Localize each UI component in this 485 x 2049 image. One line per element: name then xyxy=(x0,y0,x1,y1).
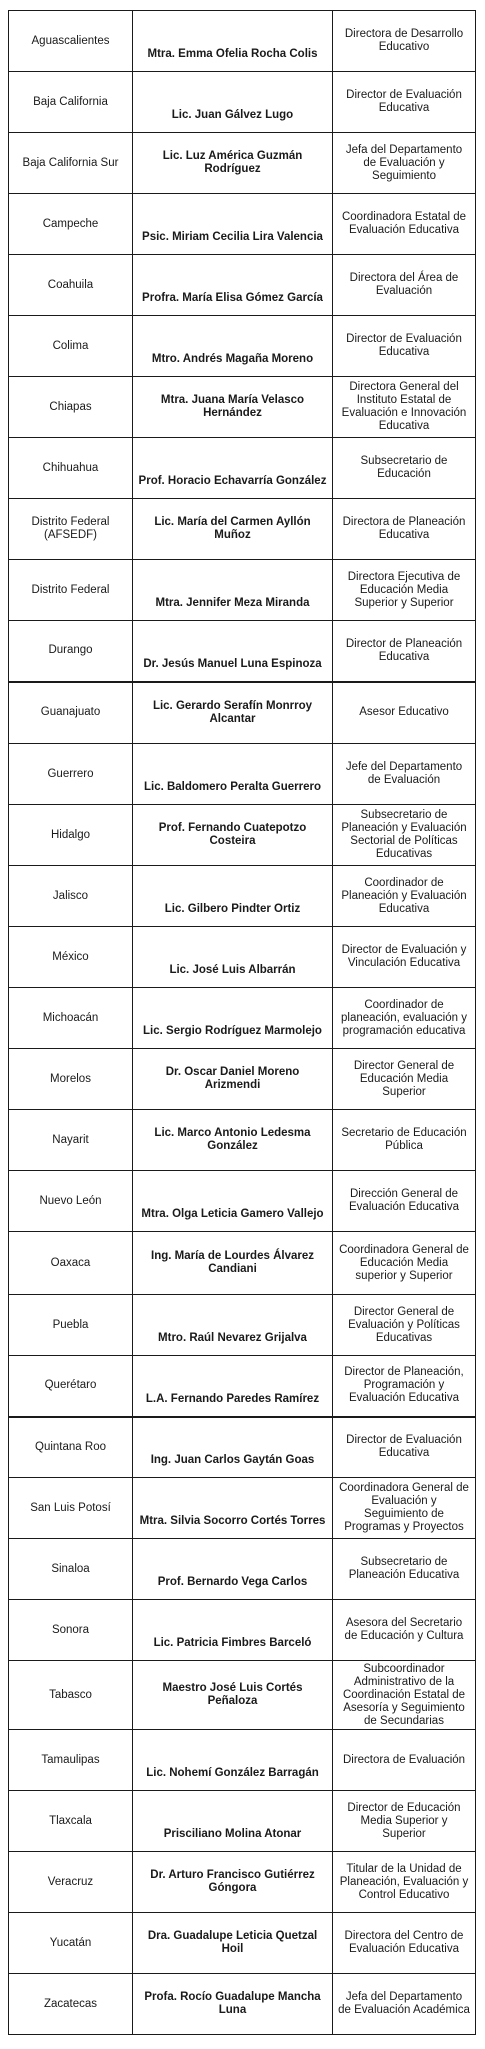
state-cell: Tamaulipas xyxy=(9,1730,133,1791)
official-role-cell: Asesor Educativo xyxy=(333,682,476,744)
official-role-cell: Director de Evaluación Educativa xyxy=(333,1417,476,1478)
state-cell: Sinaloa xyxy=(9,1539,133,1600)
official-name-cell: Mtra. Olga Leticia Gamero Vallejo xyxy=(133,1171,333,1232)
official-name-cell: Psic. Miriam Cecilia Lira Valencia xyxy=(133,194,333,255)
table-row xyxy=(9,1730,476,1791)
official-name-cell: Lic. Sergio Rodríguez Marmolejo xyxy=(133,988,333,1049)
table-row xyxy=(9,1852,476,1913)
official-role-cell: Coordinadora Estatal de Evaluación Educativa xyxy=(333,194,476,255)
official-name-cell: Lic. Gilbero Pindter Ortiz xyxy=(133,866,333,927)
official-name-cell: Prof. Fernando Cuatepotzo Costeira xyxy=(133,805,333,866)
state-cell: Durango xyxy=(9,621,133,682)
official-role-cell: Subsecretario de Educación xyxy=(333,438,476,499)
state-cell: México xyxy=(9,927,133,988)
table-row xyxy=(9,1600,476,1661)
official-role-cell: Director de Educación Media Superior y Superior xyxy=(333,1791,476,1852)
official-name-cell: Mtra. Juana María Velasco Hernández xyxy=(133,377,333,438)
state-cell: Quintana Roo xyxy=(9,1417,133,1478)
table-row xyxy=(9,133,476,194)
official-name-cell: Ing. María de Lourdes Álvarez Candiani xyxy=(133,1232,333,1295)
state-cell: Hidalgo xyxy=(9,805,133,866)
state-cell: Tabasco xyxy=(9,1661,133,1730)
state-cell: Zacatecas xyxy=(9,1974,133,2035)
official-role-cell: Titular de la Unidad de Planeación, Evaluación y Control Educativo xyxy=(333,1852,476,1913)
official-role-cell: Dirección General de Evaluación Educativa xyxy=(333,1171,476,1232)
official-name-cell: L.A. Fernando Paredes Ramírez xyxy=(133,1356,333,1417)
state-cell: Baja California xyxy=(9,72,133,133)
official-name-cell: Dr. Arturo Francisco Gutiérrez Góngora xyxy=(133,1852,333,1913)
official-role-cell: Subsecretario de Planeación Educativa xyxy=(333,1539,476,1600)
state-cell: Yucatán xyxy=(9,1913,133,1974)
official-role-cell: Directora de Desarrollo Educativo xyxy=(333,11,476,72)
table-row xyxy=(9,805,476,866)
table-row xyxy=(9,927,476,988)
official-name-cell: Prisciliano Molina Atonar xyxy=(133,1791,333,1852)
official-name-cell: Lic. Nohemí González Barragán xyxy=(133,1730,333,1791)
official-role-cell: Jefe del Departamento de Evaluación xyxy=(333,744,476,805)
official-role-cell: Secretario de Educación Pública xyxy=(333,1110,476,1171)
official-role-cell: Director General de Evaluación y Políticas Educativas xyxy=(333,1295,476,1356)
official-name-cell: Lic. Gerardo Serafín Monrroy Alcantar xyxy=(133,682,333,744)
state-cell: Chihuahua xyxy=(9,438,133,499)
official-role-cell: Directora General del Instituto Estatal de Evaluación e Innovación Educativa xyxy=(333,377,476,438)
table-row xyxy=(9,1661,476,1730)
official-name-cell: Ing. Juan Carlos Gaytán Goas xyxy=(133,1417,333,1478)
state-cell: Nayarit xyxy=(9,1110,133,1171)
table-row xyxy=(9,438,476,499)
state-cell: Chiapas xyxy=(9,377,133,438)
official-role-cell: Subsecretario de Planeación y Evaluación Sectorial de Políticas Educativas xyxy=(333,805,476,866)
official-name-cell: Mtro. Andrés Magaña Moreno xyxy=(133,316,333,377)
official-name-cell: Lic. Marco Antonio Ledesma González xyxy=(133,1110,333,1171)
table-row xyxy=(9,499,476,560)
official-role-cell: Subcoordinador Administrativo de la Coordinación Estatal de Asesoría y Seguimiento de Secundarias xyxy=(333,1661,476,1730)
official-role-cell: Directora del Área de Evaluación xyxy=(333,255,476,316)
table-row xyxy=(9,866,476,927)
table-row xyxy=(9,255,476,316)
official-role-cell: Director de Planeación, Programación y Evaluación Educativa xyxy=(333,1356,476,1417)
officials-table xyxy=(8,10,476,2035)
official-name-cell: Lic. Baldomero Peralta Guerrero xyxy=(133,744,333,805)
official-name-cell: Lic. María del Carmen Ayllón Muñoz xyxy=(133,499,333,560)
official-role-cell: Director General de Educación Media Superior xyxy=(333,1049,476,1110)
official-role-cell: Coordinador de planeación, evaluación y programación educativa xyxy=(333,988,476,1049)
state-cell: Michoacán xyxy=(9,988,133,1049)
official-role-cell: Coordinadora General de Evaluación y Seguimiento de Programas y Proyectos xyxy=(333,1478,476,1539)
state-cell: Colima xyxy=(9,316,133,377)
official-role-cell: Directora del Centro de Evaluación Educativa xyxy=(333,1913,476,1974)
official-name-cell: Dra. Guadalupe Leticia Quetzal Hoil xyxy=(133,1913,333,1974)
table-row xyxy=(9,1417,476,1478)
table-row xyxy=(9,72,476,133)
official-name-cell: Mtra. Emma Ofelia Rocha Colis xyxy=(133,11,333,72)
official-name-cell: Lic. Patricia Fimbres Barceló xyxy=(133,1600,333,1661)
state-cell: Guerrero xyxy=(9,744,133,805)
official-name-cell: Lic. Luz América Guzmán Rodríguez xyxy=(133,133,333,194)
state-cell: Coahuila xyxy=(9,255,133,316)
official-role-cell: Jefa del Departamento de Evaluación y Seguimiento xyxy=(333,133,476,194)
official-role-cell: Director de Evaluación Educativa xyxy=(333,72,476,133)
state-cell: Sonora xyxy=(9,1600,133,1661)
table-row xyxy=(9,377,476,438)
table-row xyxy=(9,1913,476,1974)
official-role-cell: Director de Planeación Educativa xyxy=(333,621,476,682)
table-row xyxy=(9,316,476,377)
officials-table-body xyxy=(9,11,476,2035)
table-row xyxy=(9,1295,476,1356)
state-cell: Jalisco xyxy=(9,866,133,927)
official-name-cell: Lic. José Luis Albarrán xyxy=(133,927,333,988)
table-row xyxy=(9,682,476,744)
state-cell: Morelos xyxy=(9,1049,133,1110)
official-role-cell: Directora de Evaluación xyxy=(333,1730,476,1791)
official-role-cell: Director de Evaluación y Vinculación Educativa xyxy=(333,927,476,988)
state-cell: Querétaro xyxy=(9,1356,133,1417)
table-row xyxy=(9,1049,476,1110)
state-cell: Baja California Sur xyxy=(9,133,133,194)
table-row xyxy=(9,621,476,682)
state-cell: Distrito Federal (AFSEDF) xyxy=(9,499,133,560)
official-name-cell: Prof. Horacio Echavarría González xyxy=(133,438,333,499)
table-row xyxy=(9,1356,476,1417)
state-cell: Veracruz xyxy=(9,1852,133,1913)
official-name-cell: Prof. Bernardo Vega Carlos xyxy=(133,1539,333,1600)
state-cell: Nuevo León xyxy=(9,1171,133,1232)
officials-table-container xyxy=(8,10,475,2035)
table-row xyxy=(9,1232,476,1295)
table-row xyxy=(9,194,476,255)
state-cell: Oaxaca xyxy=(9,1232,133,1295)
table-row xyxy=(9,560,476,621)
state-cell: Guanajuato xyxy=(9,682,133,744)
state-cell: Tlaxcala xyxy=(9,1791,133,1852)
state-cell: San Luis Potosí xyxy=(9,1478,133,1539)
table-row xyxy=(9,1478,476,1539)
official-role-cell: Jefa del Departamento de Evaluación Académica xyxy=(333,1974,476,2035)
official-role-cell: Coordinadora General de Educación Media superior y Superior xyxy=(333,1232,476,1295)
official-name-cell: Mtra. Silvia Socorro Cortés Torres xyxy=(133,1478,333,1539)
official-role-cell: Directora Ejecutiva de Educación Media Superior y Superior xyxy=(333,560,476,621)
state-cell: Puebla xyxy=(9,1295,133,1356)
official-role-cell: Director de Evaluación Educativa xyxy=(333,316,476,377)
official-name-cell: Mtra. Jennifer Meza Miranda xyxy=(133,560,333,621)
official-role-cell: Coordinador de Planeación y Evaluación Educativa xyxy=(333,866,476,927)
official-role-cell: Asesora del Secretario de Educación y Cultura xyxy=(333,1600,476,1661)
official-name-cell: Profa. Rocío Guadalupe Mancha Luna xyxy=(133,1974,333,2035)
table-row xyxy=(9,744,476,805)
table-row xyxy=(9,11,476,72)
official-name-cell: Profra. María Elisa Gómez García xyxy=(133,255,333,316)
table-row xyxy=(9,1791,476,1852)
official-name-cell: Dr. Oscar Daniel Moreno Arizmendi xyxy=(133,1049,333,1110)
official-name-cell: Mtro. Raúl Nevarez Grijalva xyxy=(133,1295,333,1356)
table-row xyxy=(9,1539,476,1600)
table-row xyxy=(9,1110,476,1171)
table-row xyxy=(9,1974,476,2035)
state-cell: Aguascalientes xyxy=(9,11,133,72)
table-row xyxy=(9,988,476,1049)
state-cell: Distrito Federal xyxy=(9,560,133,621)
official-name-cell: Maestro José Luis Cortés Peñaloza xyxy=(133,1661,333,1730)
table-row xyxy=(9,1171,476,1232)
state-cell: Campeche xyxy=(9,194,133,255)
official-role-cell: Directora de Planeación Educativa xyxy=(333,499,476,560)
official-name-cell: Dr. Jesús Manuel Luna Espinoza xyxy=(133,621,333,682)
official-name-cell: Lic. Juan Gálvez Lugo xyxy=(133,72,333,133)
